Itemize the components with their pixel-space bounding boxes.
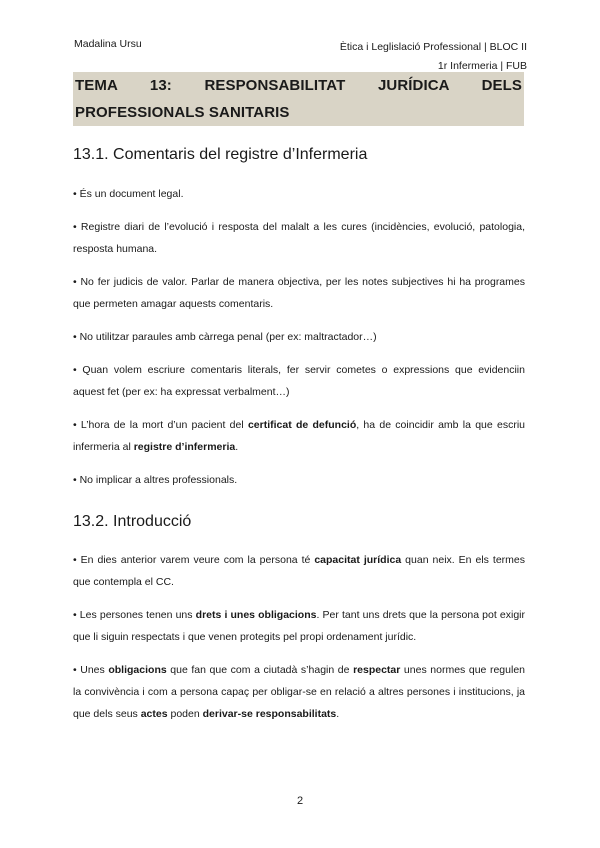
section2-p3-bold3: actes bbox=[140, 708, 168, 720]
section1-item-5: • Quan volem escriure comentaris literals, fer servir cometes o expressions que evidenciin aquest fet (per ex: ha expressat verbalment…) bbox=[73, 364, 525, 398]
section2-p1-pre: • En dies anterior varem veure com la persona té bbox=[73, 554, 315, 566]
section2-p1-bold1: capacitat jurídica bbox=[314, 554, 402, 566]
section2-p3-bold2: respectar bbox=[353, 664, 401, 676]
section2-paragraph-2 bbox=[73, 604, 525, 648]
header-course-info bbox=[340, 38, 527, 76]
section1-item-4: • No utilitzar paraules amb càrrega penal (per ex: maltractador…) bbox=[73, 331, 377, 343]
section1-item-6-mid: , ha de coincidir amb la que escriu infermeria al bbox=[73, 419, 525, 453]
section1-heading: 13.1. Comentaris del registre d’Infermeria bbox=[73, 146, 368, 163]
section1-item-6-bold2: registre d’infermeria bbox=[133, 441, 236, 453]
section2-p3-mid2: unes normes que regulen la convivència i com a persona capaç per obligar-se en relació a altres persones i institucions, ja que dels seus bbox=[73, 664, 525, 720]
section1-item-6-pre: • L’hora de la mort d’un pacient del bbox=[73, 419, 248, 431]
section1-item-3: • No fer judicis de valor. Parlar de manera objectiva, per les notes subjectives hi ha programes que permeten amagar aquests comentaris. bbox=[73, 276, 525, 310]
section1-item-7: • No implicar a altres professionals. bbox=[73, 474, 238, 486]
section1-item-2: • Registre diari de l’evolució i resposta del malalt a les cures (incidències, evolució, patologia, resposta humana. bbox=[73, 221, 525, 255]
title-line1: TEMA 13: RESPONSABILITAT JURÍDICA DELS bbox=[75, 77, 522, 94]
section2-p3-bold4: derivar-se responsabilitats bbox=[202, 708, 337, 720]
section2-paragraph-1 bbox=[73, 549, 525, 593]
title-line2: PROFESSIONALS SANITARIS bbox=[75, 104, 290, 121]
section2-paragraph-3 bbox=[73, 659, 525, 725]
section1-item-6-post: . bbox=[235, 441, 239, 453]
section1-item-6 bbox=[73, 414, 525, 458]
header-course-line2: 1r Infermeria | FUB bbox=[437, 60, 527, 72]
section2-p3-bold1: obligacions bbox=[108, 664, 167, 676]
section1-item-1: • És un document legal. bbox=[73, 188, 184, 200]
section2-p3-pre: • Unes bbox=[73, 664, 109, 676]
header-course-line1: Ètica i Leglislació Professional | BLOC II bbox=[339, 41, 527, 53]
section2-p1-post: quan neix. En els termes que contempla el CC. bbox=[73, 554, 525, 588]
section2-p3-mid3: poden bbox=[167, 708, 203, 720]
section1-item-6-bold1: certificat de defunció bbox=[247, 419, 357, 431]
page-number: 2 bbox=[296, 795, 304, 807]
section2-p2-post: . Per tant uns drets que la persona pot exigir que li siguin respectats i que venen protegits pel propi ordenament jurídic. bbox=[73, 609, 526, 643]
document-title bbox=[73, 72, 524, 126]
section2-p2-pre: • Les persones tenen uns bbox=[73, 609, 196, 621]
section2-p3-post: . bbox=[336, 708, 340, 720]
header-author: Madalina Ursu bbox=[74, 38, 142, 50]
section2-p2-bold1: drets i unes obligacions bbox=[195, 609, 317, 621]
section2-heading: 13.2. Introducció bbox=[73, 513, 192, 530]
section2-p3-mid1: que fan que com a ciutadà s’hagin de bbox=[166, 664, 354, 676]
